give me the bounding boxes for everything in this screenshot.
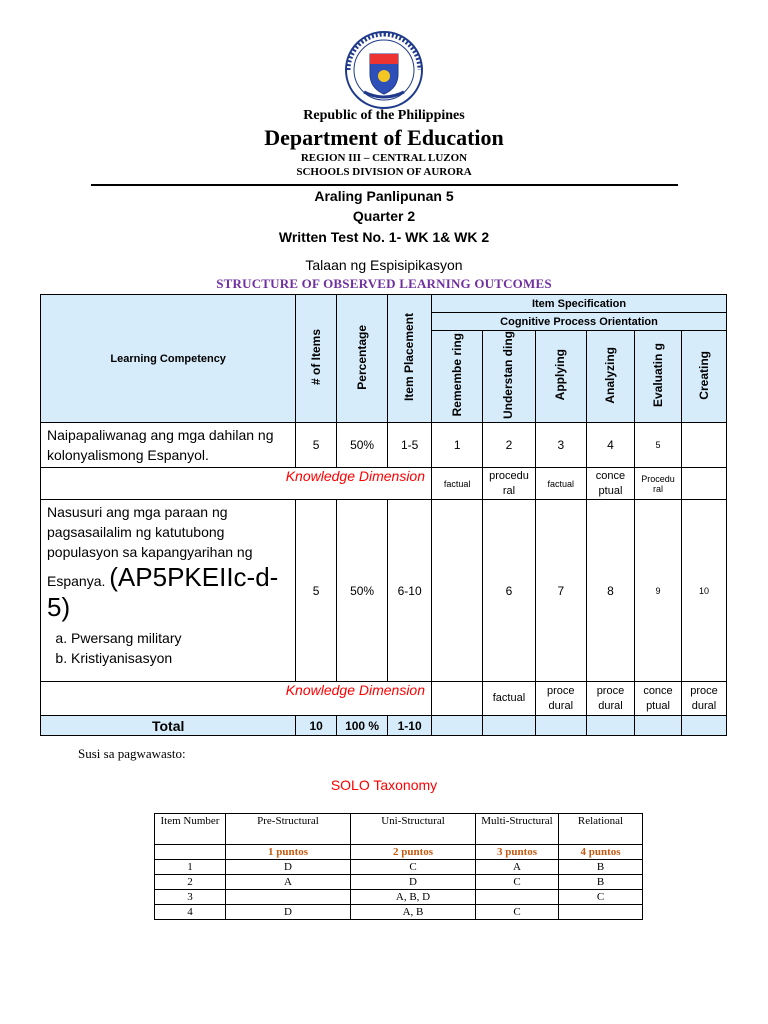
row2-analyzing: 8: [586, 500, 634, 682]
knowledge-dimension-1: Knowledge Dimension: [41, 468, 432, 500]
solo-header: Pre-Structural: [226, 814, 351, 845]
solo-cell: D: [226, 905, 351, 920]
kd1-evaluating: Procedu ral: [635, 468, 682, 500]
percentage-header: Percentage: [336, 295, 387, 423]
total-percentage: 100 %: [336, 716, 387, 736]
row1-placement: 1-5: [388, 423, 432, 468]
row2-items: 5: [296, 500, 337, 682]
points-cell: 1 puntos: [226, 845, 351, 860]
row2-evaluating: 9: [635, 500, 682, 682]
row2-understanding: 6: [483, 500, 535, 682]
deped-seal-icon: [344, 30, 424, 110]
row2-percentage: 50%: [336, 500, 387, 682]
answer-key-label: Susi sa pagwawasto:: [78, 746, 186, 761]
points-cell: 4 puntos: [559, 845, 643, 860]
row1-understanding: 2: [483, 423, 535, 468]
kd1-analyzing: conce ptual: [586, 468, 634, 500]
level-remembering: Remembe ring: [432, 331, 483, 423]
kd2-creating: proce dural: [682, 682, 727, 716]
row1-items: 5: [296, 423, 337, 468]
competency-2-code: (AP5PKEIIc-d-5): [47, 562, 279, 623]
department-heading: Department of Education: [264, 125, 504, 150]
table-row: [155, 890, 643, 905]
row1-percentage: 50%: [336, 423, 387, 468]
table-row: [155, 860, 643, 875]
row1-creating: [682, 423, 727, 468]
kd1-understanding: procedu ral: [483, 468, 535, 500]
solo-cell: A: [476, 860, 559, 875]
kd2-analyzing: proce dural: [586, 682, 634, 716]
solo-cell: 3: [155, 890, 226, 905]
learning-competency-header: Learning Competency: [41, 295, 296, 423]
row1-applying: 3: [535, 423, 586, 468]
solo-header: Multi-Structural: [476, 814, 559, 845]
row2-applying: 7: [535, 500, 586, 682]
kd2-evaluating: conce ptual: [635, 682, 682, 716]
row2-creating: 10: [682, 500, 727, 682]
list-item: a. Pwersang military: [71, 628, 289, 648]
structure-title: STRUCTURE OF OBSERVED LEARNING OUTCOMES: [216, 276, 552, 291]
competency-2-text: Nasusuri ang mga paraan ng pagsasailalim ng katutubong populasyon sa kapangyarihan ng Espanya.: [47, 504, 253, 590]
row2-remembering: [432, 500, 483, 682]
solo-cell: D: [351, 875, 476, 890]
table-row: [155, 875, 643, 890]
solo-cell: C: [476, 905, 559, 920]
level-analyzing: Analyzing: [586, 331, 634, 423]
solo-cell: 4: [155, 905, 226, 920]
solo-taxonomy-title: SOLO Taxonomy: [330, 777, 438, 793]
points-cell: 2 puntos: [351, 845, 476, 860]
points-cell: 3 puntos: [476, 845, 559, 860]
level-evaluating: Evaluatin g: [635, 331, 682, 423]
test-title: Written Test No. 1- WK 1& WK 2: [278, 229, 490, 245]
table-of-specification: [40, 294, 727, 736]
total-label: Total: [41, 716, 296, 736]
solo-answer-table: [154, 813, 643, 920]
items-header: # of Items: [296, 295, 337, 423]
solo-cell: C: [476, 875, 559, 890]
list-item: b. Kristiyanisasyon: [71, 648, 289, 668]
competency-2-sublist: [47, 628, 289, 668]
row1-evaluating: 5: [635, 423, 682, 468]
solo-cell: A, B: [351, 905, 476, 920]
total-items: 10: [296, 716, 337, 736]
kd1-applying: factual: [535, 468, 586, 500]
talaan-heading: Talaan ng Espisipikasyon: [305, 257, 463, 273]
republic-heading: Republic of the Philippines: [303, 108, 465, 123]
quarter-title: Quarter 2: [352, 208, 416, 224]
solo-cell: 2: [155, 875, 226, 890]
solo-cell: A: [226, 875, 351, 890]
kd1-remembering: factual: [432, 468, 483, 500]
solo-header: Uni-Structural: [351, 814, 476, 845]
kd2-understanding: factual: [483, 682, 535, 716]
kd2-remembering: [432, 682, 483, 716]
level-creating: Creating: [682, 331, 727, 423]
solo-cell: [559, 905, 643, 920]
solo-cell: B: [559, 860, 643, 875]
total-placement: 1-10: [388, 716, 432, 736]
region-heading: REGION III – CENTRAL LUZON: [300, 152, 468, 164]
row1-remembering: 1: [432, 423, 483, 468]
table-row: [155, 905, 643, 920]
subject-title: Araling Panlipunan 5: [314, 188, 454, 204]
solo-header: Item Number: [155, 814, 226, 845]
solo-cell: C: [559, 890, 643, 905]
solo-cell: A, B, D: [351, 890, 476, 905]
placement-header: Item Placement: [388, 295, 432, 423]
header-divider: [91, 184, 678, 186]
solo-header: Relational: [559, 814, 643, 845]
solo-cell: [226, 890, 351, 905]
level-understanding: Understan ding: [483, 331, 535, 423]
division-heading: SCHOOLS DIVISION OF AURORA: [296, 166, 472, 178]
level-applying: Applying: [535, 331, 586, 423]
competency-1: Naipapaliwanag ang mga dahilan ng kolonyalismong Espanyol.: [41, 423, 296, 468]
row2-placement: 6-10: [388, 500, 432, 682]
solo-cell: C: [351, 860, 476, 875]
knowledge-dimension-2: Knowledge Dimension: [41, 682, 432, 716]
solo-cell: [476, 890, 559, 905]
solo-cell: D: [226, 860, 351, 875]
solo-cell: B: [559, 875, 643, 890]
cog-orient-header: Cognitive Process Orientation: [432, 313, 727, 331]
solo-cell: 1: [155, 860, 226, 875]
kd1-creating: [682, 468, 727, 500]
item-spec-header: Item Specification: [432, 295, 727, 313]
row1-analyzing: 4: [586, 423, 634, 468]
competency-2: [41, 500, 296, 682]
kd2-applying: proce dural: [535, 682, 586, 716]
